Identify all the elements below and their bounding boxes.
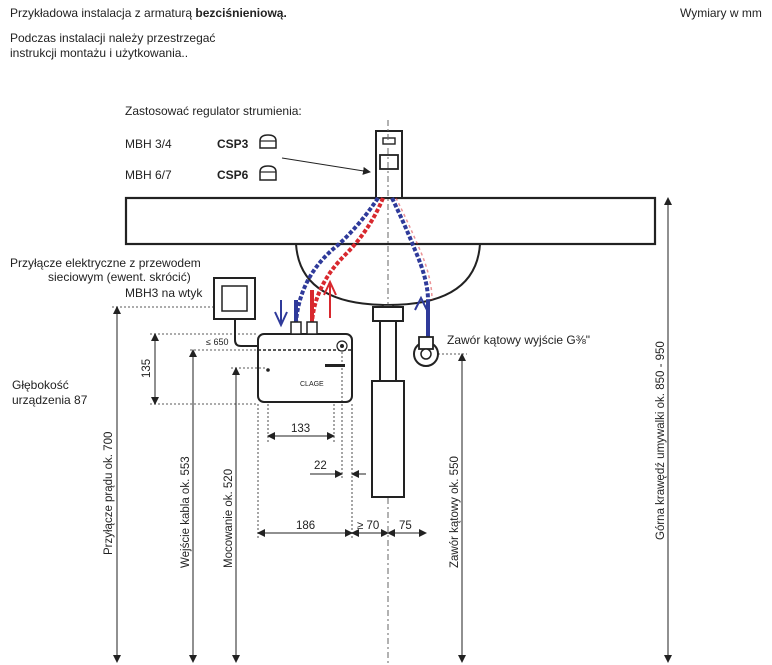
dim-power: Przyłącze prądu ok. 700 <box>103 431 115 555</box>
dim-133: 133 <box>291 423 311 435</box>
dim-75: 75 <box>399 520 412 532</box>
regulator-model-2: MBH 6/7 <box>125 168 172 182</box>
units-label: Wymiary w mm <box>680 6 762 20</box>
dim-135: 135 <box>141 358 153 378</box>
power-cable <box>235 319 258 346</box>
electrical-label-3: MBH3 na wtyk <box>125 286 203 300</box>
depth-label-1: Głębokość <box>12 378 69 392</box>
faucet <box>376 131 402 198</box>
header-bold-text: bezciśnieniową. <box>195 6 287 20</box>
water-heater <box>258 322 352 402</box>
aerator-icon <box>260 166 276 180</box>
aerator-pointer <box>282 158 370 172</box>
angle-valve <box>414 337 438 366</box>
dim-basin: Górna krawędź umywalki ok. 850 - 950 <box>655 341 667 540</box>
angle-valve-label: Zawór kątowy wyjście G⅜" <box>447 333 590 347</box>
electrical-label-2: sieciowym (ewent. skrócić) <box>48 270 191 284</box>
brand-logo: CLAGE <box>300 381 324 388</box>
dim-cable: Wejście kabla ok. 553 <box>180 456 192 568</box>
dim-22: 22 <box>314 460 327 472</box>
dim-mount: Mocowanie ok. 520 <box>223 468 235 568</box>
header-text: Przykładowa instalacja z armaturą <box>10 6 196 20</box>
note-line-1: Podczas instalacji należy przestrzegać <box>10 31 216 45</box>
siphon <box>372 305 404 497</box>
power-socket <box>214 278 255 319</box>
electrical-label-1: Przyłącze elektryczne z przewodem <box>10 256 201 270</box>
dim-le650: ≤ 650 <box>206 337 229 347</box>
regulator-part-1: CSP3 <box>217 137 249 151</box>
dim-70: ≥ 70 <box>357 520 380 532</box>
dim-186: 186 <box>296 520 316 532</box>
regulator-model-1: MBH 3/4 <box>125 137 172 151</box>
regulator-title: Zastosować regulator strumienia: <box>125 104 302 118</box>
countertop <box>126 198 655 244</box>
dim-valve: Zawór kątowy ok. 550 <box>449 456 461 568</box>
note-line-2: instrukcji montażu i użytkowania.. <box>10 46 189 60</box>
depth-label-2: urządzenia 87 <box>12 393 88 407</box>
aerator-icon <box>260 135 276 148</box>
regulator-part-2: CSP6 <box>217 168 249 182</box>
